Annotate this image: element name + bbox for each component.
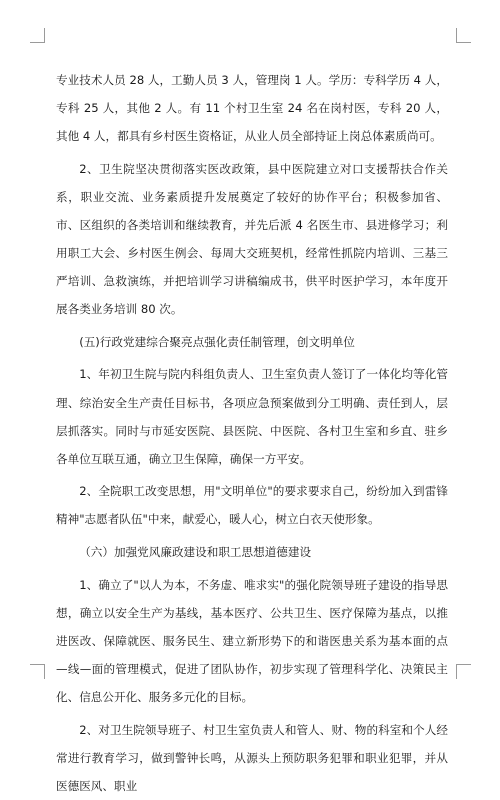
section-heading-six: （六）加强党风廉政建设和职工思想道德建设: [79, 545, 312, 559]
paragraph-education: 2、对卫生院领导班子、村卫生室负责人和管人、财、物的科室和个人经常进行教育学习，做到警钟长鸣，从源头上预防职务犯罪和职业犯罪，并从医德医风、职业: [56, 722, 448, 793]
crop-mark-top-right: [456, 28, 471, 43]
crop-mark-top-left: [30, 28, 45, 43]
section-heading-five: (五)行政党建综合聚亮点强化责任制管理，创文明单位: [79, 334, 355, 349]
document-body: [56, 66, 448, 793]
crop-mark-bottom-right: [456, 664, 471, 679]
paragraph-leadership: 1、确立了"以人为本，不务虚、唯求实"的强化院领导班子建设的指导思想，确立以安全生产为基线，基本医疗、公共卫生、医疗保障为基点，以推进医改、保障就医、服务民生、建立新形势下的和谐医患关系为基本面的点—线—面的管理模式，促进了团队协作，初步实现了管理科学化、决策民主化、信息公开化、服务多元化的目标。: [56, 577, 448, 704]
paragraph-civilized-unit: 2、全院职工改变思想，用"文明单位"的要求要求自己，纷纷加入到雷锋精神"志愿者队伍"中来，献爱心，暖人心，树立白衣天使形象。: [56, 484, 448, 527]
paragraph-responsibility: 1、年初卫生院与院内科组负责人、卫生室负责人签订了一体化均等化管理、综治安全生产责任目标书，各项应急预案做到分工明确、责任到人，层层抓落实。同时与市延安医院、县医院、中医院、各村卫生室和乡直、驻乡各单位互联互通，确立卫生保障，确保一方平安。: [56, 367, 448, 466]
crop-mark-bottom-left: [30, 664, 45, 679]
paragraph-training: 2、卫生院坚决贯彻落实医改政策，县中医院建立对口支援帮扶合作关系，职业交流、业务素质提升发展奠定了较好的协作平台；积极参加省、市、区组织的各类培训和继续教育，并先后派 4 名医生市、县进修学习；利用职工大会、乡村医生例会、每周大交班契机，经常性抓院内培训、三基三严培训、急救演练，并把培训学习讲稿编成书，供平时医护学习，本年度开展各类业务培训 80 次。: [56, 161, 448, 317]
paragraph-staff-summary: 专业技术人员 28 人，工勤人员 3 人，管理岗 1 人。学历：专科学历 4 人，专科 25 人，其他 2 人。有 11 个村卫生室 24 名在岗村医，专科 20 人，其他 4 人，都具有乡村医生资格证，从业人员全部持证上岗总体素质尚可。: [56, 73, 448, 144]
